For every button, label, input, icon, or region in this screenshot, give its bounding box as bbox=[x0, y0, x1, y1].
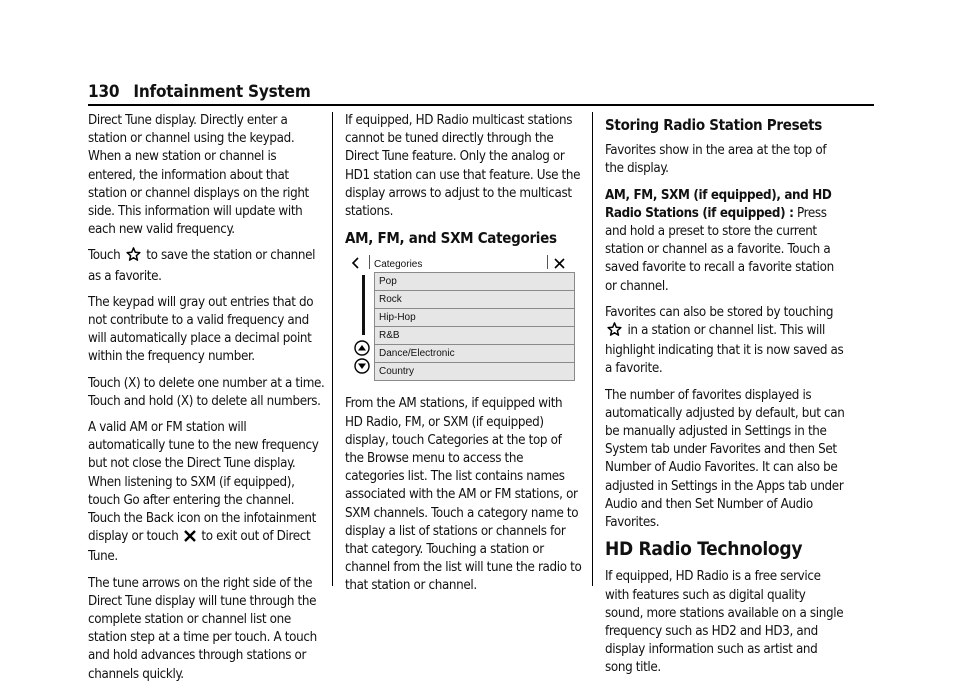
category-item-hip-hop[interactable]: Hip-Hop bbox=[374, 309, 575, 327]
categories-top-bar bbox=[347, 255, 575, 271]
column-1 bbox=[88, 112, 326, 692]
paragraph: From the AM stations, if equipped with HD Radio, FM, or SXM (if equipped) display, touch Categories at the top of the Browse menu to access the categories list. The list contains names associated with the AM or FM stations, or SXM channels. Touch a category name to display a list of stations or channels for that category. Touching a station or channel from the list will tune the radio to that station or channel. bbox=[345, 396, 582, 594]
close-x-icon bbox=[184, 530, 196, 548]
category-item-dance-electronic[interactable]: Dance/Electronic bbox=[374, 345, 575, 363]
heading-presets: Storing Radio Station Presets bbox=[605, 116, 823, 134]
divider bbox=[369, 255, 370, 269]
column-2 bbox=[345, 112, 583, 604]
scrollbar-thumb[interactable] bbox=[362, 275, 365, 335]
paragraph: Favorites show in the area at the top of the display. bbox=[605, 143, 827, 177]
paragraph: Direct Tune display. Directly enter a station or channel using the keypad. When a new station or channel is entered, the information about that station or channel displays on the right side. This information will update with each new valid frequency. bbox=[88, 113, 309, 238]
paragraph: If equipped, HD Radio multicast stations cannot be tuned directly through the Direct Tune feature. Only the analog or HD1 station can use that feature. Use the display arrows to adjust to the multicast stations. bbox=[345, 113, 581, 220]
page-number: 130 bbox=[88, 82, 120, 102]
column-3 bbox=[605, 112, 845, 686]
heading-hd-radio: HD Radio Technology bbox=[605, 538, 803, 561]
back-arrow-icon[interactable] bbox=[351, 256, 361, 274]
categories-title: Categories bbox=[374, 259, 423, 271]
category-item-pop[interactable]: Pop bbox=[374, 272, 575, 291]
heading-categories: AM, FM, and SXM Categories bbox=[345, 229, 557, 248]
header-rule bbox=[88, 104, 874, 106]
categories-screen-illustration bbox=[347, 255, 575, 383]
scroll-down-icon[interactable] bbox=[354, 358, 370, 379]
text: Press and hold a preset to store the current station or channel as a favorite. Touch a saved favorite to recall a favorite station or channel. bbox=[605, 205, 834, 294]
paragraph: The keypad will gray out entries that do not contribute to a valid frequency and will automatically place a decimal point within the frequency number. bbox=[88, 294, 314, 365]
category-item-rock[interactable]: Rock bbox=[374, 291, 575, 309]
bold-lead: AM, FM, SXM (if equipped), and HD Radio Stations (if equipped) : bbox=[605, 187, 832, 221]
text: in a station or channel list. This will highlight indicating that it is now saved as a favorite. bbox=[605, 323, 844, 377]
star-outline-icon bbox=[607, 322, 622, 342]
star-outline-icon bbox=[126, 247, 141, 267]
category-item-country[interactable]: Country bbox=[374, 363, 575, 381]
text: Touch bbox=[88, 248, 121, 264]
paragraph-favorites-star bbox=[605, 304, 845, 379]
text: Favorites can also be stored by touching bbox=[605, 304, 834, 320]
text: to save the station or channel as a favorite. bbox=[88, 248, 316, 284]
paragraph: If equipped, HD Radio is a free service with features such as digital quality sound, more stations available on a single frequency such as HD2 and HD3, and display information such as artist and song title. bbox=[605, 569, 844, 676]
categories-list bbox=[374, 272, 575, 381]
divider bbox=[547, 255, 548, 269]
category-item-rnb[interactable]: R&B bbox=[374, 327, 575, 345]
paragraph: The number of favorites displayed is automatically adjusted by default, but can be manually adjusted in Settings in the System tab under Favorites and then Set Number of Audio Favorites. It can also be adjusted in Settings in the Apps tab under Audio and then Set Number of Audio Favorites. bbox=[605, 387, 845, 531]
paragraph: Touch (X) to delete one number at a time. Touch and hold (X) to delete all numbers. bbox=[88, 375, 325, 409]
page-header bbox=[88, 82, 311, 102]
paragraph: The tune arrows on the right side of the Direct Tune display will tune through the complete station or channel list one station step at a time per touch. A touch and hold advances through stations or channels quickly. bbox=[88, 575, 317, 682]
text: to exit out of Direct Tune. bbox=[88, 529, 311, 565]
column-divider-2 bbox=[592, 112, 593, 586]
paragraph-presets bbox=[605, 187, 845, 296]
column-divider-1 bbox=[332, 112, 333, 586]
text: A valid AM or FM station will automatically tune to the new frequency but not close the Direct Tune display. When listening to SXM (if equipped), touch Go after entering the channel. Touch the Back icon on the infotainment display or touch bbox=[88, 420, 319, 545]
paragraph-exit bbox=[88, 419, 326, 567]
section-title: Infotainment System bbox=[133, 82, 311, 102]
paragraph-favorite bbox=[88, 247, 326, 285]
